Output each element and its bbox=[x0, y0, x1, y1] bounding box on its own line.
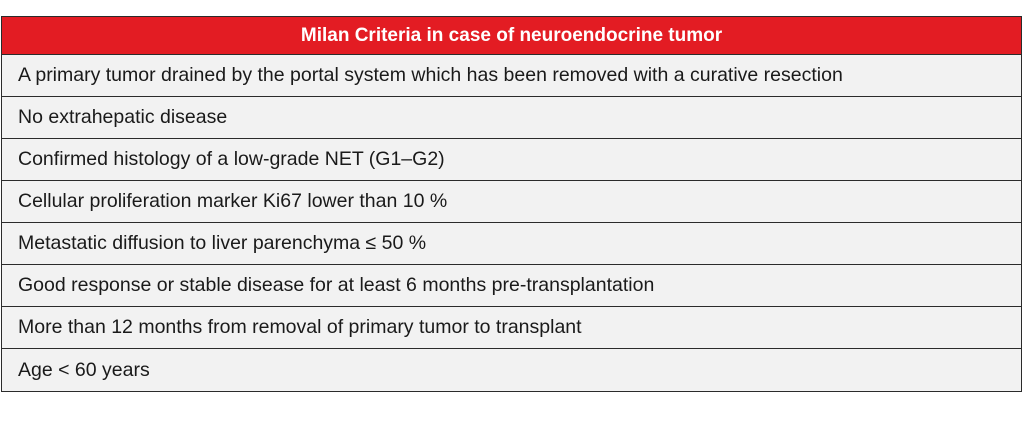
table-row: Confirmed histology of a low-grade NET (G1–G2) bbox=[2, 139, 1021, 181]
criteria-table bbox=[1, 16, 1022, 392]
table-row: Metastatic diffusion to liver parenchyma ≤ 50 % bbox=[2, 223, 1021, 265]
table-row: Good response or stable disease for at least 6 months pre-transplantation bbox=[2, 265, 1021, 307]
table-row: More than 12 months from removal of primary tumor to transplant bbox=[2, 307, 1021, 349]
table-row: Cellular proliferation marker Ki67 lower than 10 % bbox=[2, 181, 1021, 223]
table-row: No extrahepatic disease bbox=[2, 97, 1021, 139]
table-title: Milan Criteria in case of neuroendocrine tumor bbox=[2, 17, 1021, 55]
table-row: Age < 60 years bbox=[2, 349, 1021, 391]
table-row: A primary tumor drained by the portal system which has been removed with a curative resection bbox=[2, 55, 1021, 97]
